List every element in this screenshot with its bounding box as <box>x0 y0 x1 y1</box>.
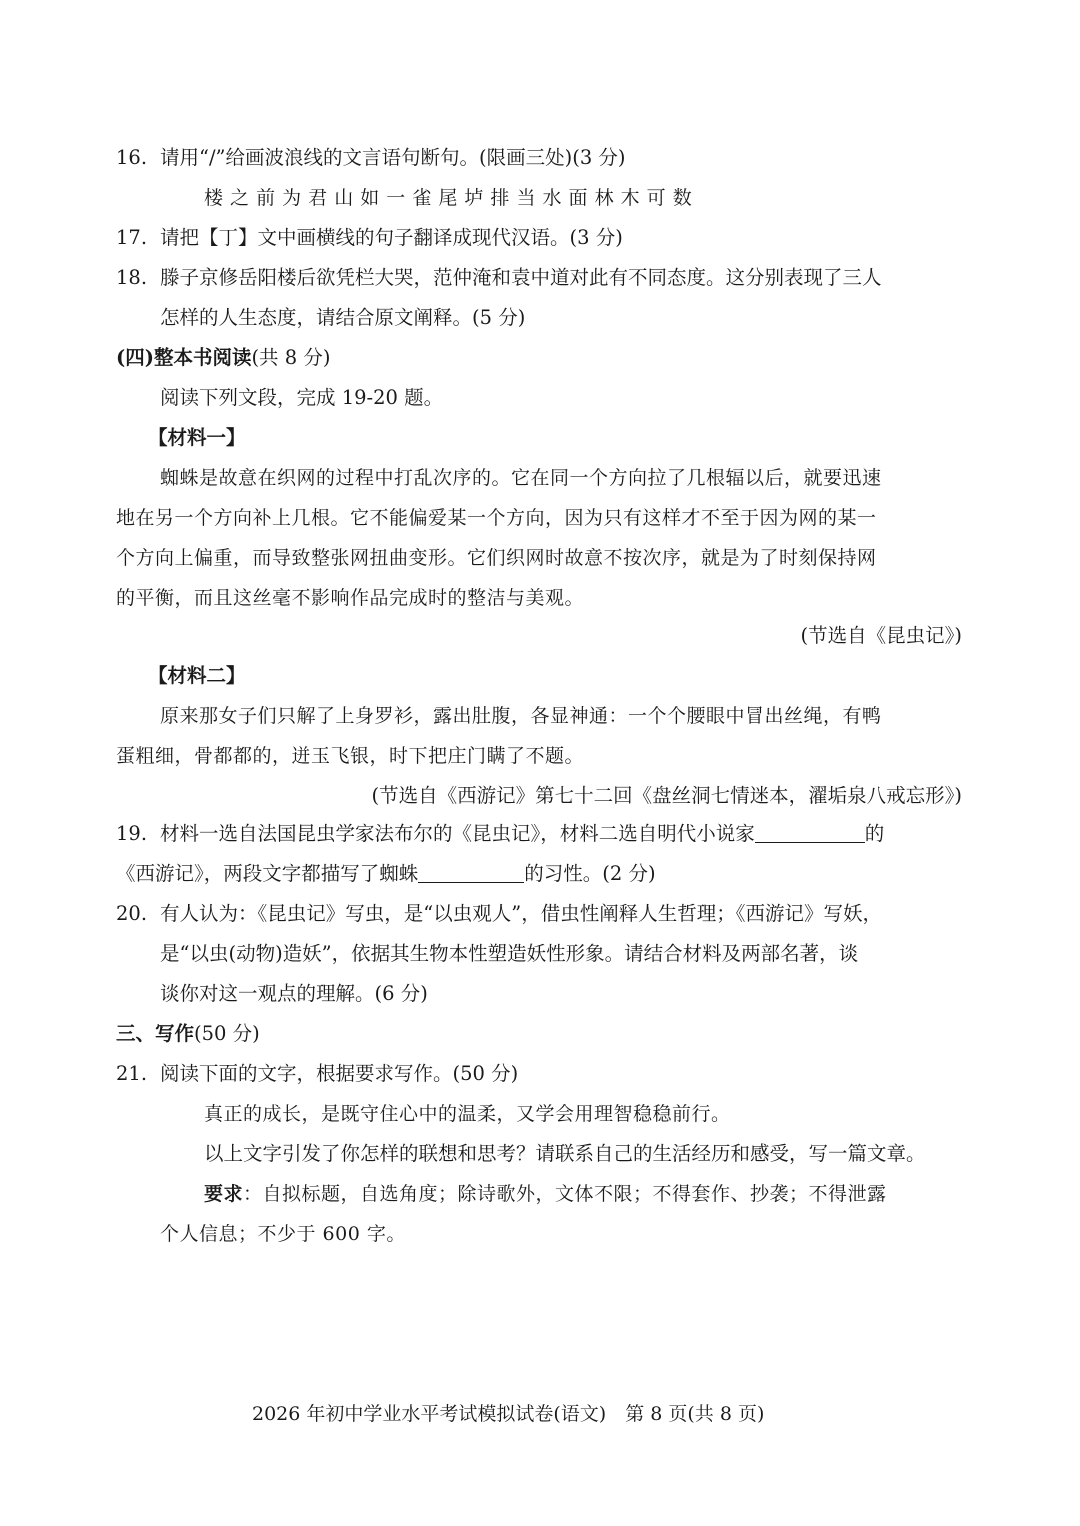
material-1-label: 【材料一】 <box>148 426 246 449</box>
question-text: 的 <box>864 822 885 845</box>
requirements-text: ：自拟标题，自选角度；除诗歌外，文体不限；不得套作、抄袭；不得泄露 <box>243 1183 887 1205</box>
question-text: 的习性。(2 分) <box>524 862 656 885</box>
material-1-line: 蜘蛛是故意在织网的过程中打乱次序的。它在同一个方向拉了几根辐以后，就要迅速 <box>160 467 882 489</box>
section-intro: 阅读下列文段，完成 19-20 题。 <box>160 386 444 409</box>
material-2-line: 原来那女子们只解了上身罗衫，露出肚腹，各显神通：一个个腰眼中冒出丝绳，有鸭 <box>160 705 882 727</box>
question-text: 《西游记》，两段文字都描写了蜘蛛 <box>116 862 419 885</box>
question-text: 有人认为：《昆虫记》写虫，是“以虫观人”，借虫性阐释人生哲理；《西游记》写妖， <box>160 902 882 925</box>
answer-blank-author[interactable] <box>755 824 865 843</box>
writing-section-heading <box>116 1020 260 1048</box>
requirements-label: 要求 <box>204 1183 244 1205</box>
question-text: 滕子京修岳阳楼后欲凭栏大哭，范仲淹和袁中道对此有不同态度。这分别表现了三人 <box>160 266 882 289</box>
question-number: 16. <box>116 146 148 169</box>
writing-requirements <box>204 1180 887 1208</box>
question-text: 阅读下面的文字，根据要求写作。(50 分) <box>160 1062 519 1085</box>
writing-requirements-continuation: 个人信息；不少于 600 字。 <box>160 1223 406 1245</box>
question-19-continuation <box>116 860 656 888</box>
material-1-line: 地在另一个方向补上几根。它不能偏爱某一个方向，因为只有这样才不至于因为网的某一 <box>116 507 877 529</box>
material-2-line: 蛋粗细，骨都都的，迸玉飞银，时下把庄门瞒了不题。 <box>116 745 585 767</box>
question-number: 18. <box>116 266 148 289</box>
material-1-line: 的平衡，而且这丝毫不影响作品完成时的整洁与美观。 <box>116 587 585 609</box>
material-2-label: 【材料二】 <box>148 664 246 687</box>
question-number: 17. <box>116 226 148 249</box>
question-18-continuation: 怎样的人生态度，请结合原文阐释。(5 分) <box>160 306 526 329</box>
question-text: 请用“/”给画波浪线的文言语句断句。(限画三处)(3 分) <box>160 146 626 169</box>
writing-prompt: 以上文字引发了你怎样的联想和思考？请联系自己的生活经历和感受，写一篇文章。 <box>204 1142 926 1165</box>
answer-blank-habit[interactable] <box>418 864 524 883</box>
section-title: 三、写作 <box>116 1022 195 1045</box>
section-heading <box>116 344 330 372</box>
material-1-source: (节选自《昆虫记》) <box>800 624 962 647</box>
question-number: 20. <box>116 902 148 925</box>
section-points: (50 分) <box>194 1022 260 1045</box>
section-title: (四)整本书阅读 <box>116 346 252 369</box>
material-2-source: (节选自《西游记》第七十二回《盘丝洞七情迷本，濯垢泉八戒忘形》) <box>371 784 962 807</box>
page-footer: 2026 年初中学业水平考试模拟试卷(语文) 第 8 页(共 8 页) <box>252 1403 765 1425</box>
question-text: 请把【丁】文中画横线的句子翻译成现代汉语。(3 分) <box>160 226 623 249</box>
question-number: 21. <box>116 1062 148 1085</box>
question-number: 19. <box>116 822 148 845</box>
writing-quote: 真正的成长，是既守住心中的温柔，又学会用理智稳稳前行。 <box>204 1103 731 1125</box>
section-points: (共 8 分) <box>251 346 331 369</box>
material-1-line: 个方向上偏重，而导致整张网扭曲变形。它们织网时故意不按次序，就是为了时刻保持网 <box>116 547 877 569</box>
question-20-continuation: 谈你对这一观点的理解。(6 分) <box>160 982 428 1005</box>
question-text: 材料一选自法国昆虫学家法布尔的《昆虫记》，材料二选自明代小说家 <box>160 822 755 845</box>
question-20-continuation: 是“以虫(动物)造妖”，依据其生物本性塑造妖性形象。请结合材料及两部名著，谈 <box>160 942 859 965</box>
classical-sentence: 楼 之 前 为 君 山 如 一 雀 尾 垆 排 当 水 面 林 木 可 数 <box>204 187 693 209</box>
